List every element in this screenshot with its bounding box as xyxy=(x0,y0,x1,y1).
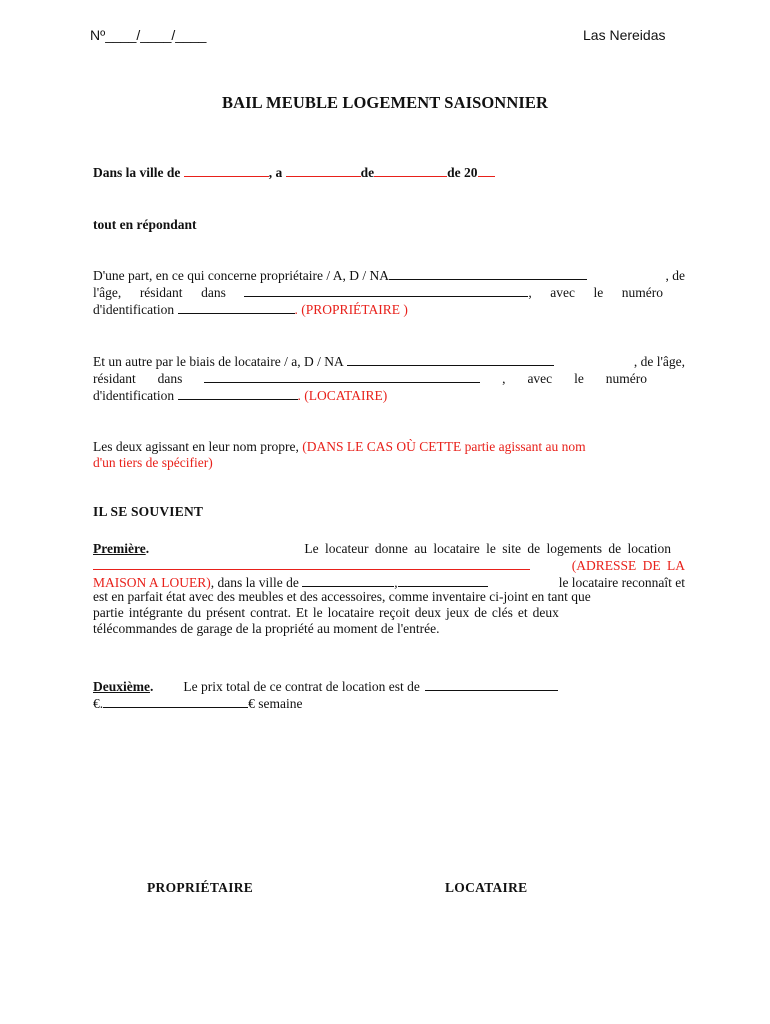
clause1-line3-end: le locataire reconnaît et xyxy=(558,575,685,590)
address-note-b: MAISON A LOUER) xyxy=(93,575,211,590)
year-blank[interactable] xyxy=(478,164,495,177)
tenant-with-label: avec xyxy=(527,371,553,386)
owner-name-blank[interactable] xyxy=(389,267,587,280)
house-address-blank[interactable] xyxy=(93,557,530,570)
tenant-role-label: . (LOCATAIRE) xyxy=(297,388,388,403)
agency-line-1 xyxy=(93,439,685,455)
clause-1 xyxy=(93,541,685,637)
reference-number: Nº____/____/____ xyxy=(90,27,207,43)
clause2-line-2 xyxy=(93,695,685,712)
owner-line-1 xyxy=(93,267,685,284)
owner-age-label: l'âge, xyxy=(93,285,122,300)
city-blank[interactable] xyxy=(184,164,269,177)
owner-comma: , xyxy=(528,285,532,300)
owner-address-blank[interactable] xyxy=(244,284,528,297)
owner-line1-text: D'une part, en ce qui concerne propriétaire / A, D / NA xyxy=(93,268,389,283)
tenant-residing-label: résidant xyxy=(93,371,136,386)
owner-signature-label: PROPRIÉTAIRE xyxy=(147,880,254,895)
clause1-line-6 xyxy=(93,621,685,637)
weekly-price-blank[interactable] xyxy=(103,695,248,708)
clause2-label: Deuxième xyxy=(93,679,150,694)
owner-number-label: numéro xyxy=(621,285,663,300)
clause2-line1-text: Le prix total de ce contrat de location est de xyxy=(183,679,420,694)
clause1-dot: . xyxy=(145,541,150,556)
date-prefix: Dans la ville de xyxy=(93,165,181,180)
section-heading: IL SE SOUVIENT xyxy=(93,504,204,519)
clause1-line4: est en parfait état avec des meubles et des accessoires, comme inventaire ci-joint en tant que xyxy=(93,589,591,604)
agency-line-2 xyxy=(93,455,685,471)
owner-residing-label: résidant xyxy=(139,285,183,300)
owner-role-label: . (PROPRIÉTAIRE ) xyxy=(294,302,408,317)
tenant-line1-text: Et un autre par le biais de locataire / a, D / NA xyxy=(93,354,344,369)
price-blank[interactable] xyxy=(425,678,558,691)
clause1-region-blank[interactable] xyxy=(398,574,488,587)
date-de-1: de xyxy=(360,165,375,180)
tenant-address-blank[interactable] xyxy=(204,370,480,383)
owner-id-blank[interactable] xyxy=(178,301,295,314)
clause1-label: Première xyxy=(93,541,146,556)
tenant-comma: , xyxy=(502,371,506,386)
day-blank[interactable] xyxy=(286,164,361,177)
agency-paragraph xyxy=(93,439,685,471)
tenant-line-1 xyxy=(93,353,685,370)
agency-text: Les deux agissant en leur nom propre, xyxy=(93,439,299,454)
tenant-line1-end: , de l'âge, xyxy=(633,354,685,369)
tenant-line-3 xyxy=(93,387,685,404)
tenant-paragraph xyxy=(93,353,685,404)
clause2-dot: . xyxy=(149,679,154,694)
document-title: BAIL MEUBLE LOGEMENT SAISONNIER xyxy=(221,93,548,112)
clause1-line-4 xyxy=(93,589,685,605)
date-sep-a: , a xyxy=(268,165,283,180)
owner-line-3 xyxy=(93,301,685,318)
clause1-line6: télécommandes de garage de la propriété au moment de l'entrée. xyxy=(93,621,440,636)
clause1-line-2 xyxy=(93,557,685,574)
clause1-line-1 xyxy=(93,541,685,557)
clause1-sep: , xyxy=(394,575,398,590)
tenant-line-2 xyxy=(93,370,685,387)
address-note-a: (ADRESSE DE LA xyxy=(571,558,685,573)
clause1-city-blank[interactable] xyxy=(302,574,394,587)
date-de-2: de 20 xyxy=(447,165,478,180)
tenant-signature-label: LOCATAIRE xyxy=(445,880,528,895)
tenant-name-blank[interactable] xyxy=(347,353,554,366)
clause1-line5: partie intégrante du présent contrat. Et le locataire reçoit deux jeux de clés et deux xyxy=(93,605,559,620)
clause1-city-label: , dans la ville de xyxy=(210,575,299,590)
owner-id-label: d'identification xyxy=(93,302,175,317)
owner-paragraph xyxy=(93,267,685,318)
owner-in-label: dans xyxy=(201,285,226,300)
agency-note-2: d'un tiers de spécifier) xyxy=(93,455,213,470)
date-line xyxy=(93,164,495,181)
clause2-week-suffix: € semaine xyxy=(248,696,303,711)
intro-text: tout en répondant xyxy=(93,217,197,232)
tenant-the-label: le xyxy=(574,371,584,386)
clause2-euro-prefix: €. xyxy=(93,696,104,711)
owner-the-label: le xyxy=(593,285,604,300)
clause2-line-1 xyxy=(93,678,685,695)
clause-2 xyxy=(93,678,685,712)
tenant-id-blank[interactable] xyxy=(178,387,298,400)
tenant-in-label: dans xyxy=(157,371,183,386)
clause1-line1-text: Le locateur donne au locataire le site de logements de location xyxy=(304,541,671,556)
month-blank[interactable] xyxy=(374,164,447,177)
clause1-line-5 xyxy=(93,605,685,621)
owner-line1-end: , de xyxy=(665,268,685,283)
owner-with-label: avec xyxy=(550,285,575,300)
company-name: Las Nereidas xyxy=(583,27,666,43)
tenant-number-label: numéro xyxy=(605,371,647,386)
tenant-id-label: d'identification xyxy=(93,388,175,403)
agency-note-1: (DANS LE CAS OÙ CETTE partie agissant au nom xyxy=(302,439,586,454)
owner-line-2 xyxy=(93,284,685,301)
